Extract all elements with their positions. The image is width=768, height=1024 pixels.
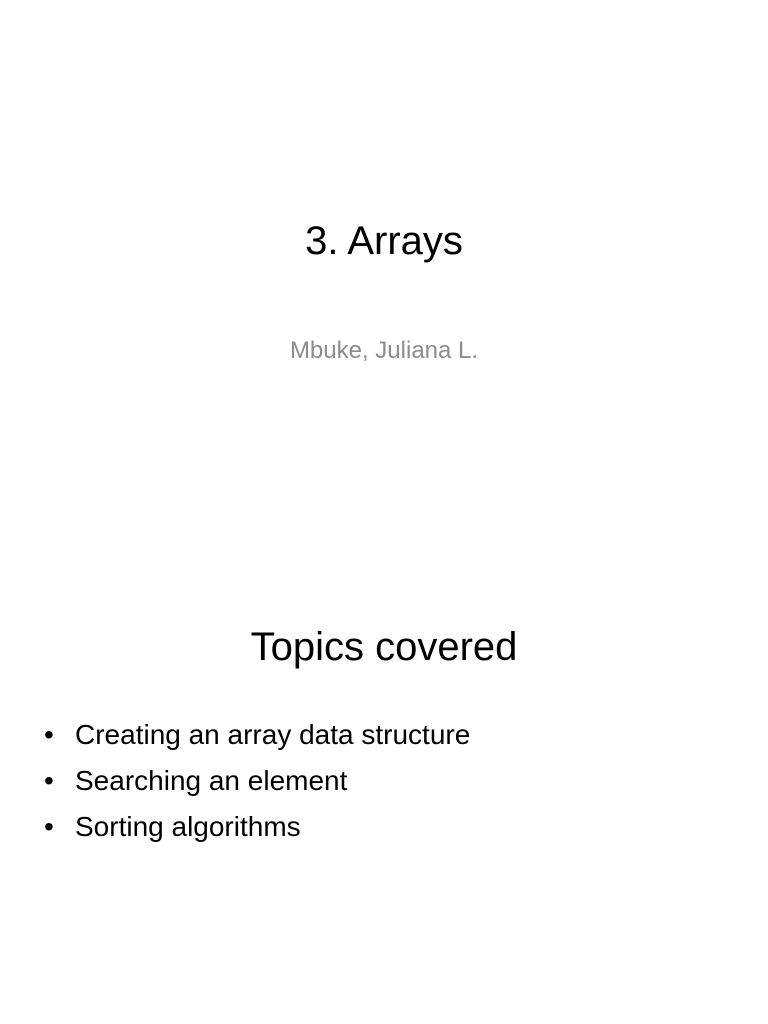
topics-list <box>44 712 470 850</box>
slide-title: 3. Arrays <box>305 219 463 263</box>
bullet-icon: • <box>44 811 54 842</box>
list-item-text: Searching an element <box>75 765 348 796</box>
list-item <box>44 712 470 758</box>
bullet-icon: • <box>44 765 54 796</box>
list-item-text: Creating an array data structure <box>75 719 471 750</box>
list-item <box>44 804 470 850</box>
list-item-text: Sorting algorithms <box>75 811 301 842</box>
list-item <box>44 758 470 804</box>
bullet-icon: • <box>44 719 54 750</box>
slide-subtitle-author: Mbuke, Juliana L. <box>289 337 479 364</box>
topics-slide <box>0 512 768 1024</box>
slide-title: Topics covered <box>250 625 518 669</box>
